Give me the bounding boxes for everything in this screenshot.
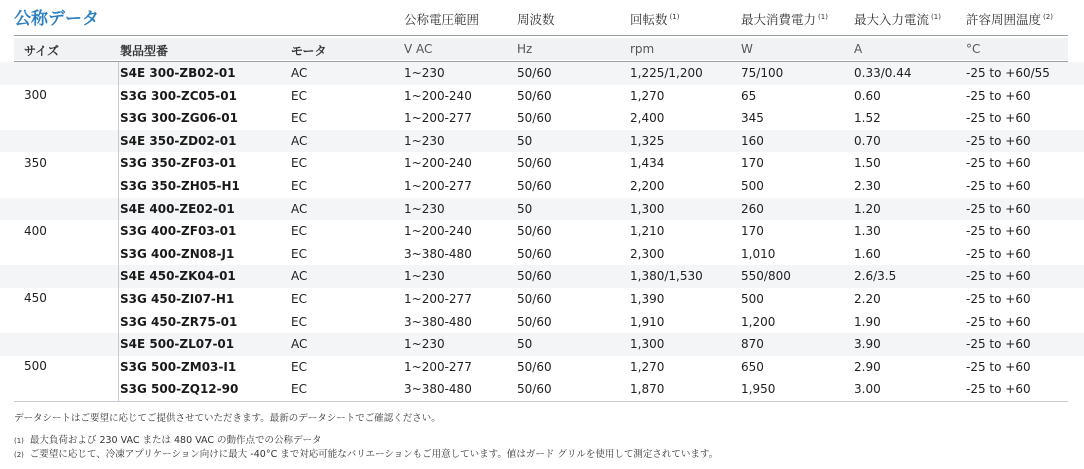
cell-voltage: 1~200-277 [404,359,472,374]
cell-motor: AC [291,66,308,80]
cell-model: S3G 400-ZN08-J1 [120,246,235,261]
cell-voltage: 1~230 [404,66,445,80]
table-row [0,378,1084,401]
cell-power: 160 [741,133,764,148]
cell-power: 1,010 [741,246,776,261]
cell-current: 3.00 [854,382,881,397]
cell-frequency: 50/60 [517,359,552,374]
table-row [0,175,1084,198]
cell-temp: -25 to +60 [966,292,1031,306]
header-current-label: 最大入力電流 [854,12,930,27]
table-row [0,85,1084,108]
header-temp [966,10,1053,28]
cell-motor: EC [291,156,307,171]
cell-model: S3G 400-ZF03-01 [120,224,237,239]
cell-temp: -25 to +60 [966,269,1031,284]
cell-temp: -25 to +60 [966,382,1031,397]
table-row [0,198,1084,221]
cell-temp: -25 to +60 [966,201,1031,216]
cell-speed: 1,380/1,530 [630,269,703,284]
cell-speed: 1,325 [630,133,665,148]
cell-voltage: 1~200-277 [404,292,472,306]
table-row [0,265,1084,288]
cell-speed: 1,390 [630,292,665,306]
cell-power: 260 [741,201,764,216]
subheader-speed-unit: rpm [630,42,655,56]
header-power [741,10,828,28]
group-divider-vertical [118,198,119,266]
cell-motor: AC [291,269,308,284]
cell-frequency: 50/60 [517,314,552,329]
cell-frequency: 50/60 [517,269,552,284]
footer-note: データシートはご要望に応じてご提供させていただきます。最新のデータシートでご確認ください。 [14,413,441,424]
header-speed-note: (1) [669,12,680,21]
cell-motor: EC [291,359,307,374]
cell-motor: AC [291,337,308,352]
header-power-label: 最大消費電力 [741,12,817,27]
cell-motor: EC [291,314,307,329]
cell-motor: EC [291,224,307,239]
header-temp-label: 許容周囲温度 [966,12,1042,27]
size-label: 450 [24,291,47,306]
cell-model: S3G 500-ZM03-I1 [120,359,237,374]
table-row [0,220,1084,243]
cell-temp: -25 to +60 [966,179,1031,193]
cell-power: 500 [741,292,764,306]
cell-speed: 1,270 [630,88,665,103]
cell-current: 1.50 [854,156,881,171]
cell-speed: 1,910 [630,314,665,329]
cell-voltage: 3~380-480 [404,382,472,397]
table-row [0,288,1084,311]
footnote-1 [14,432,322,446]
subheader-size: サイズ [24,44,60,58]
cell-frequency: 50/60 [517,88,552,103]
size-label: 300 [24,87,47,102]
cell-speed: 1,870 [630,382,665,397]
header-temp-note: (2) [1043,12,1053,21]
table-row [0,333,1084,356]
header-voltage-label: 公称電圧範囲 [404,12,480,27]
cell-model: S4E 400-ZE02-01 [120,201,235,216]
header-current-note: (1) [931,12,941,21]
subheader-current-unit: A [854,42,863,56]
cell-voltage: 1~230 [404,133,445,148]
header-speed-label: 回転数 [630,12,668,27]
size-label: 350 [24,155,47,170]
cell-model: S4E 300-ZB02-01 [120,66,236,80]
table-row [0,107,1084,130]
cell-temp: -25 to +60 [966,156,1031,171]
group-divider-vertical [118,265,119,333]
subheader-motor: モータ [291,44,327,58]
cell-current: 1.52 [854,111,881,126]
cell-power: 65 [741,88,757,103]
subheader-voltage-unit: V AC [404,42,433,56]
cell-current: 2.6/3.5 [854,269,897,284]
header-frequency-label: 周波数 [517,12,555,27]
cell-speed: 1,300 [630,201,665,216]
cell-voltage: 1~200-240 [404,156,472,171]
cell-frequency: 50/60 [517,224,552,239]
footnote-2-text: ご要望に応じて、冷凍アプリケーション向けに最大 -40°C まで対応可能なバリエーションもご用意しています。値はガード グリルを使用して測定されています。 [29,449,719,460]
cell-power: 345 [741,111,764,126]
cell-current: 0.70 [854,133,881,148]
cell-voltage: 3~380-480 [404,246,472,261]
cell-frequency: 50 [517,133,533,148]
cell-voltage: 1~230 [404,201,445,216]
cell-voltage: 1~200-277 [404,111,472,126]
cell-voltage: 1~200-240 [404,224,472,239]
cell-frequency: 50 [517,337,533,352]
cell-current: 3.90 [854,337,881,352]
cell-temp: -25 to +60 [966,111,1031,126]
cell-power: 170 [741,156,764,171]
subheader-band [14,38,1068,60]
cell-speed: 1,300 [630,337,665,352]
cell-frequency: 50/60 [517,179,552,193]
footnote-2 [14,446,718,460]
cell-motor: EC [291,111,307,126]
cell-motor: AC [291,133,308,148]
header-frequency [517,10,555,28]
cell-model: S3G 450-ZR75-01 [120,314,238,329]
cell-power: 500 [741,179,764,193]
cell-speed: 1,225/1,200 [630,66,703,80]
table-row [0,356,1084,379]
cell-speed: 2,400 [630,111,665,126]
cell-voltage: 3~380-480 [404,314,472,329]
footnote-1-mark: (1) [14,437,24,445]
cell-model: S3G 350-ZF03-01 [120,156,237,171]
cell-motor: AC [291,201,308,216]
cell-temp: -25 to +60 [966,224,1031,239]
cell-power: 650 [741,359,764,374]
cell-current: 1.20 [854,201,881,216]
footnote-2-mark: (2) [14,451,24,459]
cell-power: 1,200 [741,314,776,329]
size-label: 500 [24,359,47,374]
table-row [0,152,1084,175]
group-divider-vertical [118,333,119,401]
cell-current: 2.90 [854,359,881,374]
cell-motor: EC [291,382,307,397]
footnote-1-text: 最大負荷および 230 VAC または 480 VAC の動作点での公称データ [29,435,322,446]
header-voltage [404,10,479,28]
cell-current: 2.20 [854,292,881,306]
cell-current: 2.30 [854,179,881,193]
cell-frequency: 50/60 [517,292,552,306]
cell-current: 1.90 [854,314,881,329]
cell-frequency: 50/60 [517,66,552,80]
cell-current: 0.60 [854,88,881,103]
cell-motor: EC [291,179,307,193]
cell-frequency: 50/60 [517,156,552,171]
cell-power: 1,950 [741,382,776,397]
cell-voltage: 1~200-277 [404,179,472,193]
subheader-temp-unit: °C [966,42,981,56]
group-divider-vertical [118,62,119,130]
page-title: 公称データ [14,9,99,29]
cell-speed: 2,300 [630,246,665,261]
cell-temp: -25 to +60/55 [966,66,1050,80]
cell-power: 870 [741,337,764,352]
cell-voltage: 1~230 [404,337,445,352]
cell-temp: -25 to +60 [966,314,1031,329]
subheader-model: 製品型番 [120,44,169,58]
cell-frequency: 50/60 [517,382,552,397]
group-divider [14,401,1068,402]
header-rule [14,35,1068,36]
cell-temp: -25 to +60 [966,133,1031,148]
cell-model: S4E 500-ZL07-01 [120,337,235,352]
cell-frequency: 50 [517,201,533,216]
size-label: 400 [24,223,47,238]
cell-motor: EC [291,88,307,103]
subheader-power-unit: W [741,42,753,56]
group-divider-vertical [118,130,119,198]
header-current [854,10,941,28]
cell-motor: EC [291,246,307,261]
cell-current: 1.60 [854,246,881,261]
cell-model: S3G 300-ZG06-01 [120,111,238,126]
table-row [0,243,1084,266]
cell-temp: -25 to +60 [966,246,1031,261]
header-power-note: (1) [818,12,828,21]
cell-speed: 2,200 [630,179,665,193]
cell-current: 0.33/0.44 [854,66,912,80]
subheader-frequency-unit: Hz [517,42,533,56]
cell-temp: -25 to +60 [966,337,1031,352]
table-row [0,130,1084,153]
cell-speed: 1,434 [630,156,665,171]
cell-frequency: 50/60 [517,111,552,126]
cell-model: S3G 500-ZQ12-90 [120,382,239,397]
cell-model: S3G 350-ZH05-H1 [120,179,240,193]
cell-motor: EC [291,292,307,306]
cell-model: S4E 450-ZK04-01 [120,269,236,284]
cell-model: S3G 300-ZC05-01 [120,88,237,103]
table-row [0,311,1084,334]
cell-temp: -25 to +60 [966,359,1031,374]
cell-speed: 1,210 [630,224,665,239]
cell-voltage: 1~200-240 [404,88,472,103]
cell-model: S3G 450-ZI07-H1 [120,292,235,306]
cell-power: 170 [741,224,764,239]
cell-model: S4E 350-ZD02-01 [120,133,237,148]
cell-current: 1.30 [854,224,881,239]
table-row [0,62,1084,85]
cell-speed: 1,270 [630,359,665,374]
cell-frequency: 50/60 [517,246,552,261]
cell-power: 550/800 [741,269,791,284]
header-speed [630,10,679,28]
cell-voltage: 1~230 [404,269,445,284]
cell-power: 75/100 [741,66,784,80]
cell-temp: -25 to +60 [966,88,1031,103]
